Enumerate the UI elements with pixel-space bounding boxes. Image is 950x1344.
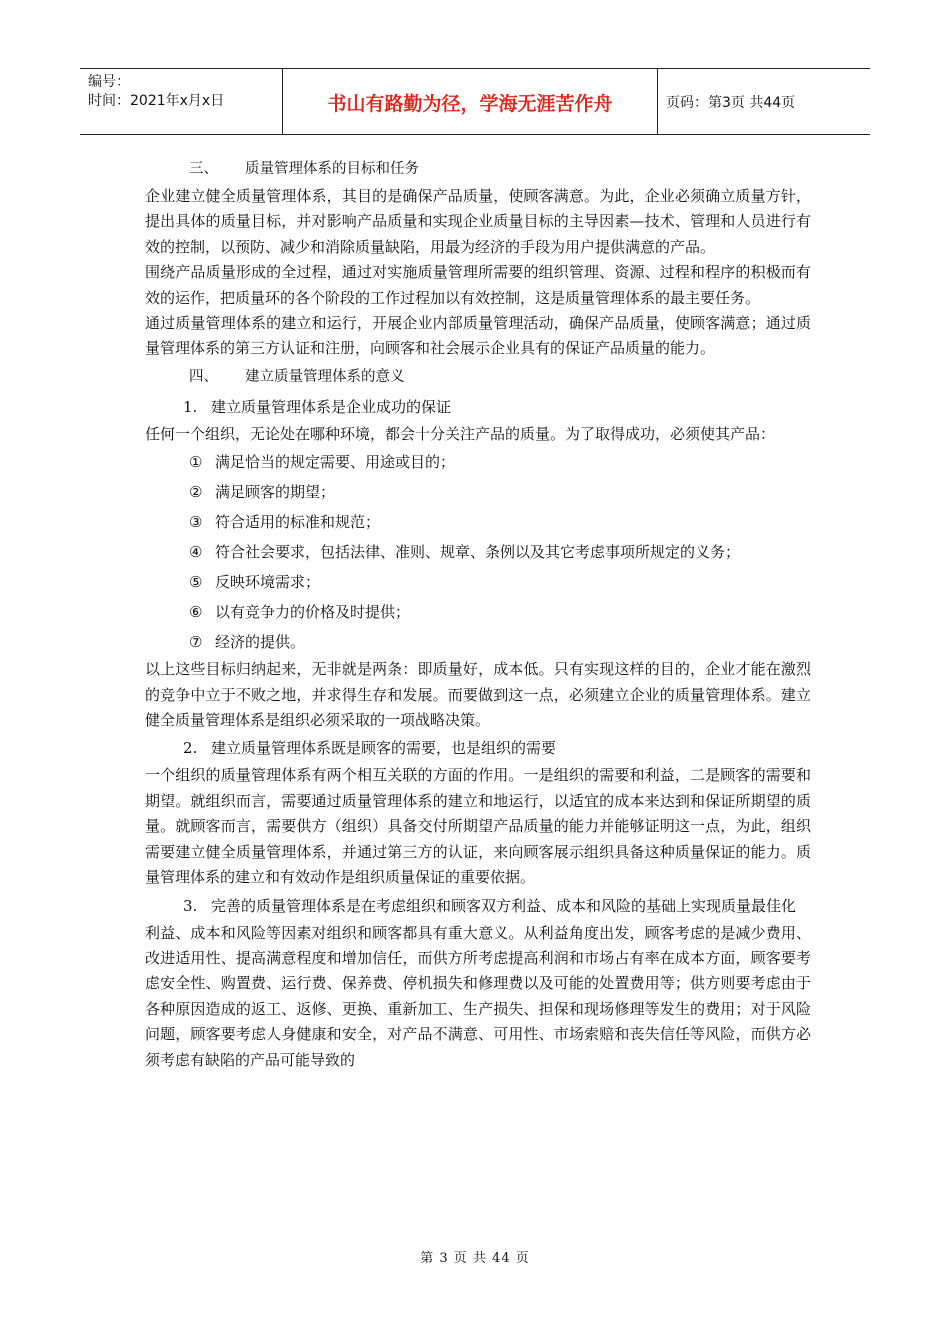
list-marker: ① — [189, 453, 203, 472]
section-title: 建立质量管理体系的意义 — [245, 368, 405, 385]
list-marker: ④ — [189, 543, 203, 562]
requirements-list — [145, 447, 811, 657]
list-item-text: 以有竞争力的价格及时提供； — [215, 603, 411, 622]
section-title: 质量管理体系的目标和任务 — [245, 161, 419, 177]
list-marker: ⑥ — [189, 603, 203, 622]
list-item — [145, 627, 811, 657]
list-item — [145, 477, 811, 507]
list-item-text: 满足恰当的规定需要、用途或目的； — [215, 453, 456, 472]
paragraph: 利益、成本和风险等因素对组织和顾客都具有重大意义。从利益角度出发，顾客考虑的是减少费用、改进适用性、提高满意程度和增加信任，而供方所考虑提高利润和市场占有率在成本方面，顾客要考虑安全性、购置费、运行费、保养费、停机损失和修理费以及可能的处置费用等；供方则要考虑由于各种原因造成的返工、返修、更换、重新加工、生产损失、担保和现场修理等发生的费用；对于风险问题，顾客要考虑人身健康和安全，对产品不满意、可用性、市场索赔和丧失信任等风险，而供方必须考虑有缺陷的产品可能导致的 — [145, 923, 811, 1069]
list-item-text: 符合社会要求，包括法律、准则、规章、条例以及其它考虑事项所规定的义务； — [215, 543, 741, 562]
list-marker: ③ — [189, 513, 203, 532]
page-header — [80, 68, 870, 135]
subsection-heading-2 — [145, 733, 811, 763]
header-page-info: 页码：第3页 共44页 — [666, 94, 796, 111]
document-body — [145, 154, 811, 1073]
subsection-title: 完善的质量管理体系是在考虑组织和顾客双方利益、成本和风险的基础上实现质量最佳化 — [211, 896, 797, 915]
list-marker: ⑦ — [189, 633, 203, 652]
section-number: 四、 — [189, 368, 218, 385]
header-info-cell — [80, 69, 283, 134]
list-item-text: 符合适用的标准和规范； — [215, 513, 381, 532]
paragraph: 以上这些目标归纳起来，无非就是两条：即质量好，成本低。只有实现这样的目的，企业才能在激烈的竞争中立于不败之地，并求得生存和发展。而要做到这一点，必须建立企业的质量管理体系。建立健全质量管理体系是组织必须采取的一项战略决策。 — [145, 660, 811, 730]
section-number: 三、 — [189, 161, 218, 177]
page-footer: 第 3 页 共 44 页 — [420, 1251, 530, 1266]
paragraph: 任何一个组织，无论处在哪种环境，都会十分关注产品的质量。为了取得成功，必须使其产品： — [145, 424, 776, 443]
document-date: 时间：2021年x月x日 — [88, 93, 225, 109]
subsection-number: 3. — [183, 896, 198, 915]
document-number-label: 编号： — [88, 74, 130, 90]
list-item-text: 反映环境需求； — [215, 573, 321, 592]
subsection-title: 建立质量管理体系既是顾客的需要，也是组织的需要 — [211, 739, 557, 758]
subsection-number: 1. — [183, 397, 198, 416]
header-motto: 书山有路勤为径，学海无涯苦作舟 — [283, 69, 658, 134]
subsection-heading-1 — [145, 392, 811, 422]
list-marker: ② — [189, 483, 203, 502]
paragraph: 一个组织的质量管理体系有两个相互关联的方面的作用。一是组织的需要和利益，二是顾客的需要和期望。就组织而言，需要通过质量管理体系的建立和地运行，以适宜的成本来达到和保证所期望的质量。就顾客而言，需要供方（组织）具备交付所期望产品质量的能力并能够证明这一点，为此，组织需要建立健全质量管理体系，并通过第三方的认证，来向顾客展示组织具备这种质量保证的能力。质量管理体系的建立和有效动作是组织质量保证的重要依据。 — [145, 766, 811, 887]
list-item-text: 满足顾客的期望； — [215, 483, 336, 502]
list-item — [145, 447, 811, 477]
list-item — [145, 537, 811, 567]
paragraph: 通过质量管理体系的建立和运行，开展企业内部质量管理活动，确保产品质量，使顾客满意；通过质量管理体系的第三方认证和注册，向顾客和社会展示企业具有的保证产品质量的能力。 — [145, 314, 811, 358]
list-item — [145, 597, 811, 627]
list-item — [145, 507, 811, 537]
list-item — [145, 567, 811, 597]
subsection-title: 建立质量管理体系是企业成功的保证 — [211, 397, 452, 416]
paragraph: 围绕产品质量形成的全过程，通过对实施质量管理所需要的组织管理、资源、过程和程序的积极而有效的运作，把质量环的各个阶段的工作过程加以有效控制，这是质量管理体系的最主要任务。 — [145, 263, 811, 307]
section-heading-4 — [145, 362, 811, 392]
subsection-heading-3 — [145, 891, 811, 921]
subsection-number: 2. — [183, 739, 198, 758]
list-marker: ⑤ — [189, 573, 203, 592]
section-heading-3 — [145, 154, 811, 184]
paragraph: 企业建立健全质量管理体系，其目的是确保产品质量，使顾客满意。为此，企业必须确立质量方针，提出具体的质量目标，并对影响产品质量和实现企业质量目标的主导因素—技术、管理和人员进行有效的控制，以预防、减少和消除质量缺陷，用最为经济的手段为用户提供满意的产品。 — [145, 187, 811, 256]
list-item-text: 经济的提供。 — [215, 633, 306, 652]
